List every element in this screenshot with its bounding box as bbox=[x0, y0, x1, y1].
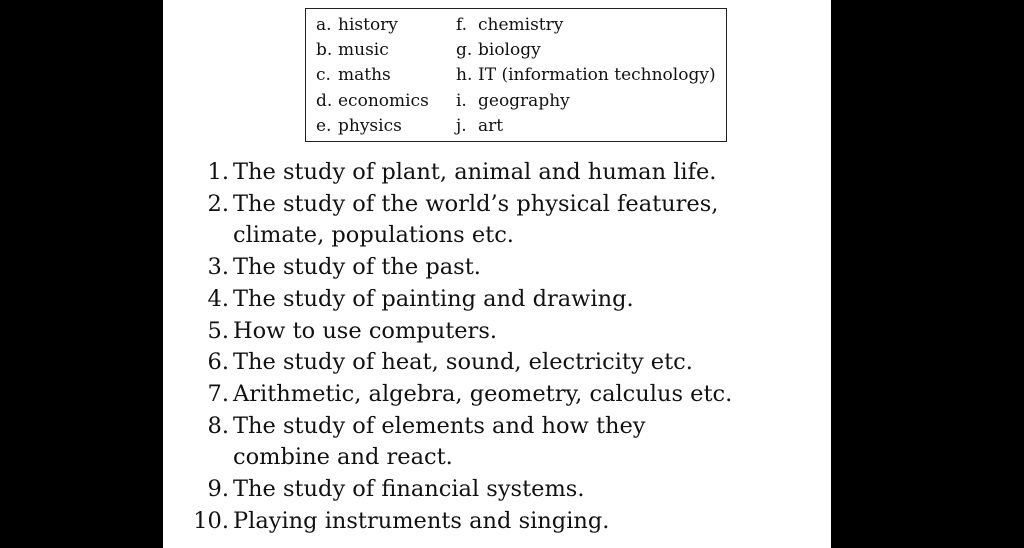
definition-number: 3. bbox=[207, 254, 229, 281]
definition-number: 1. bbox=[207, 159, 229, 185]
definition-line: climate, populations etc. bbox=[233, 222, 514, 249]
worksheet-page bbox=[163, 0, 831, 548]
subject-name: chemistry bbox=[478, 15, 564, 35]
subject-item bbox=[456, 38, 716, 63]
subject-letter: g. bbox=[456, 40, 473, 61]
definition-line: The study of the world’s physical features, bbox=[233, 190, 719, 217]
subject-item bbox=[316, 89, 429, 114]
subject-list-box bbox=[305, 8, 727, 142]
subject-letter: i. bbox=[456, 90, 467, 111]
definition-line: combine and react. bbox=[233, 444, 453, 471]
subject-name: geography bbox=[478, 90, 570, 111]
definition-number: 10. bbox=[193, 507, 229, 534]
subject-name: art bbox=[478, 115, 504, 136]
subject-letter: e. bbox=[316, 115, 332, 136]
definition-item bbox=[163, 506, 831, 538]
subject-item bbox=[456, 89, 716, 114]
subject-letter: b. bbox=[316, 40, 333, 61]
definition-line: The study of plant, animal and human life. bbox=[233, 159, 717, 185]
subject-letter: f. bbox=[456, 15, 468, 35]
definition-number: 6. bbox=[207, 349, 229, 376]
definition-item bbox=[163, 284, 831, 316]
definition-line: Arithmetic, algebra, geometry, calculus etc. bbox=[233, 380, 733, 407]
definition-item bbox=[163, 316, 831, 348]
subject-letter: d. bbox=[316, 90, 333, 111]
definition-number: 7. bbox=[207, 380, 229, 407]
subject-name: biology bbox=[478, 40, 541, 61]
definition-line: The study of elements and how they bbox=[233, 412, 646, 439]
subject-item bbox=[316, 114, 429, 139]
subject-item bbox=[456, 114, 716, 139]
subject-letter: h. bbox=[456, 65, 473, 86]
subject-item bbox=[456, 13, 716, 38]
definition-number: 9. bbox=[207, 476, 229, 503]
definition-number: 4. bbox=[207, 285, 229, 312]
definition-number: 8. bbox=[207, 412, 229, 439]
subject-letter: c. bbox=[316, 65, 331, 86]
definition-item bbox=[163, 189, 831, 252]
definition-line: The study of financial systems. bbox=[233, 476, 585, 503]
definition-line: The study of painting and drawing. bbox=[233, 285, 634, 312]
subject-name: economics bbox=[338, 90, 429, 111]
definition-line: How to use computers. bbox=[233, 317, 498, 344]
subject-name: maths bbox=[338, 65, 391, 86]
subject-item bbox=[316, 63, 429, 88]
definition-item bbox=[163, 157, 831, 189]
definition-item bbox=[163, 347, 831, 379]
definition-item bbox=[163, 411, 831, 474]
subject-name: IT (information technology) bbox=[478, 65, 716, 86]
subject-column-left bbox=[316, 13, 429, 139]
subject-item bbox=[456, 63, 716, 88]
definition-item bbox=[163, 379, 831, 411]
subject-letter: j. bbox=[456, 115, 467, 136]
definition-item bbox=[163, 252, 831, 284]
subject-item bbox=[316, 13, 429, 38]
subject-name: history bbox=[338, 15, 398, 35]
subject-name: music bbox=[338, 40, 389, 61]
subject-letter: a. bbox=[316, 15, 332, 35]
definition-item bbox=[163, 474, 831, 506]
subject-name: physics bbox=[338, 115, 402, 136]
definition-line: The study of the past. bbox=[233, 254, 481, 281]
definition-line: Playing instruments and singing. bbox=[233, 507, 610, 534]
definition-list bbox=[163, 157, 831, 537]
definition-number: 2. bbox=[207, 190, 229, 217]
definition-number: 5. bbox=[207, 317, 229, 344]
definition-line: The study of heat, sound, electricity etc. bbox=[233, 349, 693, 376]
subject-item bbox=[316, 38, 429, 63]
subject-column-right bbox=[456, 13, 716, 139]
